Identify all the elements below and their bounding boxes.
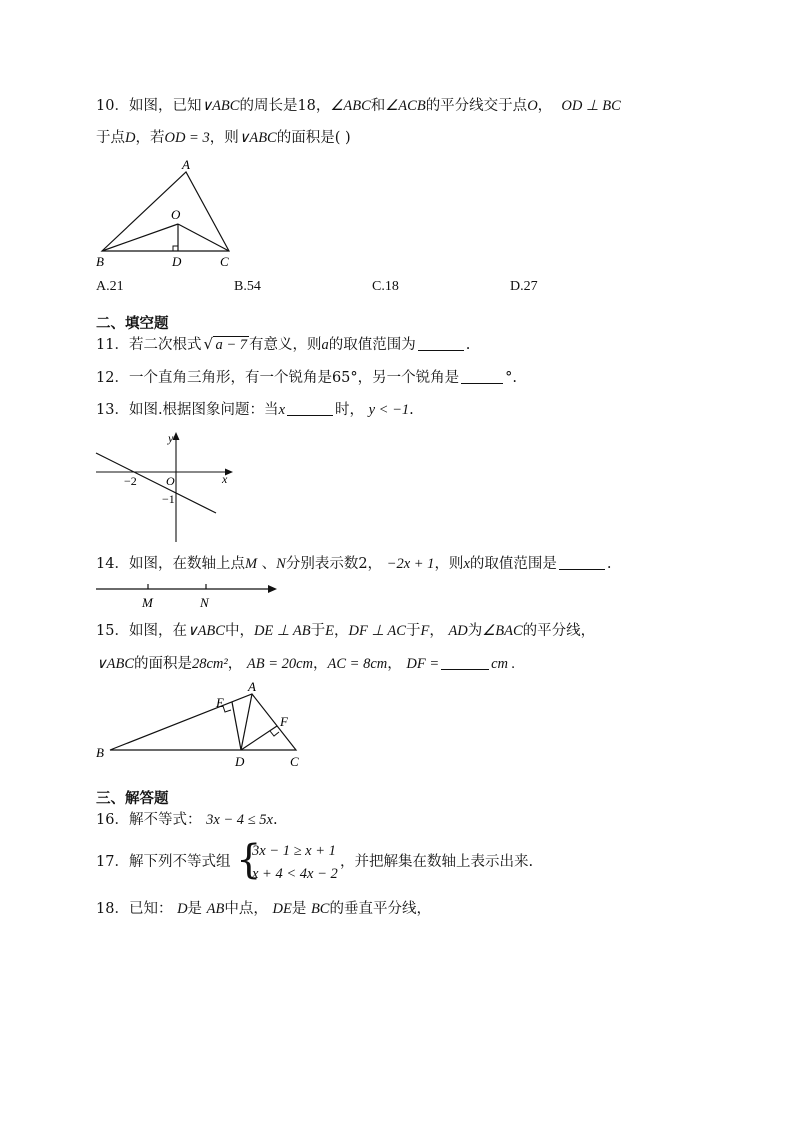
text: . bbox=[465, 337, 471, 353]
q14-number-line-figure bbox=[90, 578, 282, 612]
answer-blank[interactable] bbox=[418, 336, 464, 351]
math: cm . bbox=[491, 656, 516, 672]
question-number: 18． bbox=[96, 901, 129, 917]
answer-blank[interactable] bbox=[559, 555, 605, 570]
math: AB = 20cm bbox=[246, 656, 314, 672]
label-D: D bbox=[235, 754, 245, 769]
math: DE bbox=[272, 901, 292, 917]
question-number: 16． bbox=[96, 812, 129, 828]
question-number: 15． bbox=[96, 623, 129, 639]
label-y: y bbox=[168, 431, 174, 445]
math: a − 7 bbox=[215, 337, 247, 353]
question-number: 14． bbox=[96, 556, 129, 572]
math: ∠ABC bbox=[330, 98, 371, 114]
option-b: B.54 bbox=[234, 279, 261, 294]
label-F: F bbox=[280, 714, 288, 729]
q10-line2 bbox=[96, 128, 351, 148]
q11 bbox=[96, 335, 470, 355]
text: 的平分线， bbox=[522, 623, 596, 639]
math: x bbox=[278, 402, 285, 418]
option-d: D.27 bbox=[510, 279, 538, 294]
math: AD bbox=[448, 623, 468, 639]
option-a: A.21 bbox=[96, 279, 124, 294]
label-D: D bbox=[172, 254, 182, 269]
text: 若二次根式 bbox=[128, 337, 202, 353]
label-minus-2: −2 bbox=[124, 474, 137, 488]
label-x: x bbox=[222, 472, 228, 486]
math: y < −1 bbox=[368, 402, 410, 418]
text: ， bbox=[313, 656, 328, 672]
text: 分别表示数2， bbox=[285, 556, 383, 572]
text: 中点， bbox=[224, 901, 268, 917]
math: OD ⊥ BC bbox=[561, 98, 621, 114]
label-B: B bbox=[96, 745, 104, 760]
question-number: 10． bbox=[96, 98, 129, 114]
answer-blank[interactable] bbox=[287, 401, 333, 416]
text: 有意义，则 bbox=[249, 337, 322, 353]
text: 于 bbox=[405, 623, 421, 639]
text: ，则 bbox=[209, 130, 239, 146]
math: 28cm² bbox=[192, 656, 228, 672]
math: DE ⊥ AB bbox=[253, 623, 311, 639]
text: 如图.根据图象问题：当 bbox=[128, 402, 279, 418]
option-c: C.18 bbox=[372, 279, 399, 294]
text: 已知： bbox=[128, 901, 173, 917]
text: 的面积是( ) bbox=[276, 130, 351, 146]
label-origin: O bbox=[166, 474, 175, 488]
answer-blank[interactable] bbox=[441, 655, 489, 670]
q17-prefix bbox=[96, 852, 230, 872]
label-minus-1: −1 bbox=[162, 492, 175, 506]
text: 的周长是18， bbox=[239, 98, 331, 114]
text: 解下列不等式组 bbox=[128, 854, 231, 870]
math: a bbox=[321, 337, 329, 353]
text: . bbox=[606, 556, 612, 572]
label-A: A bbox=[182, 157, 190, 172]
system-row-1: 3x − 1 ≥ x + 1 bbox=[252, 843, 336, 859]
text: ， bbox=[537, 98, 553, 114]
answer-blank[interactable] bbox=[461, 369, 503, 384]
math: D bbox=[177, 901, 188, 917]
math: −2x + 1 bbox=[386, 556, 435, 572]
label-A: A bbox=[248, 680, 256, 694]
text: . bbox=[409, 402, 414, 418]
section-heading-solve: 三、解答题 bbox=[96, 791, 169, 807]
text: 的取值范围为 bbox=[328, 337, 416, 353]
label-E: E bbox=[216, 695, 224, 710]
text: 、 bbox=[261, 556, 277, 572]
q15-triangle-figure bbox=[90, 680, 308, 772]
text: 的平分线交于点 bbox=[425, 98, 528, 114]
math: M bbox=[244, 556, 258, 572]
math: ∠BAC bbox=[482, 623, 523, 639]
math: ∨ABC bbox=[238, 130, 277, 146]
math: ∨ABC bbox=[186, 623, 225, 639]
text: 是 bbox=[291, 901, 307, 917]
math: E bbox=[325, 623, 334, 639]
q15-line1 bbox=[96, 621, 595, 641]
text: °. bbox=[505, 370, 518, 386]
text: 的垂直平分线， bbox=[329, 901, 431, 917]
math: O bbox=[527, 98, 538, 114]
q18 bbox=[96, 899, 431, 919]
text: . bbox=[272, 812, 278, 828]
math: ∨ABC bbox=[96, 656, 134, 672]
q16 bbox=[96, 810, 278, 830]
brace-icon: { bbox=[236, 837, 262, 883]
math: ∨ABC bbox=[201, 98, 240, 114]
text: 的面积是 bbox=[134, 656, 192, 672]
math: x bbox=[463, 556, 470, 572]
math: DF ⊥ AC bbox=[348, 623, 406, 639]
label-O: O bbox=[171, 207, 181, 222]
question-number: 17． bbox=[96, 854, 129, 870]
q10-triangle-figure bbox=[90, 155, 250, 270]
math: BC bbox=[310, 901, 330, 917]
question-number: 13． bbox=[96, 402, 129, 418]
math: OD = 3 bbox=[164, 130, 210, 146]
text: 解不等式： bbox=[128, 812, 202, 828]
label-N: N bbox=[200, 595, 209, 610]
text: 的取值范围是 bbox=[469, 556, 557, 572]
text: 和 bbox=[370, 98, 386, 114]
q13-graph-figure bbox=[90, 428, 240, 546]
text: 如图，已知 bbox=[128, 98, 202, 114]
q12 bbox=[96, 368, 517, 388]
text: 一个直角三角形，有一个锐角是65°，另一个锐角是 bbox=[128, 370, 460, 386]
math: AC = 8cm bbox=[327, 656, 388, 672]
text: ，若 bbox=[135, 130, 165, 146]
question-number: 12． bbox=[96, 370, 129, 386]
text: ， bbox=[387, 656, 402, 672]
math: F bbox=[420, 623, 430, 639]
section-heading-fill-in: 二、填空题 bbox=[96, 316, 169, 332]
math: N bbox=[276, 556, 286, 572]
q10-line1 bbox=[96, 96, 621, 116]
system-row-2: x + 4 < 4x − 2 bbox=[252, 866, 338, 882]
q15-line2 bbox=[96, 654, 515, 674]
text: ，则 bbox=[434, 556, 464, 572]
math: D bbox=[125, 130, 136, 146]
math: AB bbox=[206, 901, 225, 917]
label-B: B bbox=[96, 254, 104, 269]
text: ， bbox=[429, 623, 444, 639]
q14 bbox=[96, 554, 611, 574]
text: 时， bbox=[335, 402, 364, 418]
text: 于 bbox=[310, 623, 326, 639]
q17-suffix: ，并把解集在数轴上表示出来. bbox=[340, 854, 534, 870]
math: DF = bbox=[406, 656, 440, 672]
text: 中， bbox=[224, 623, 254, 639]
sqrt-icon: √ bbox=[203, 335, 214, 353]
text: 为 bbox=[467, 623, 483, 639]
q13 bbox=[96, 400, 414, 420]
label-C: C bbox=[220, 254, 229, 269]
text: 于点 bbox=[96, 130, 125, 146]
text: 是 bbox=[187, 901, 203, 917]
question-number: 11． bbox=[96, 337, 129, 353]
math: 3x − 4 ≤ 5x bbox=[206, 812, 273, 828]
math: ∠ACB bbox=[385, 98, 426, 114]
text: 如图，在数轴上点 bbox=[128, 556, 245, 572]
label-M: M bbox=[142, 595, 153, 610]
text: 如图，在 bbox=[128, 623, 187, 639]
text: ， bbox=[227, 656, 243, 672]
label-C: C bbox=[290, 754, 299, 769]
sqrt-expression bbox=[203, 335, 249, 355]
text: ， bbox=[333, 623, 349, 639]
